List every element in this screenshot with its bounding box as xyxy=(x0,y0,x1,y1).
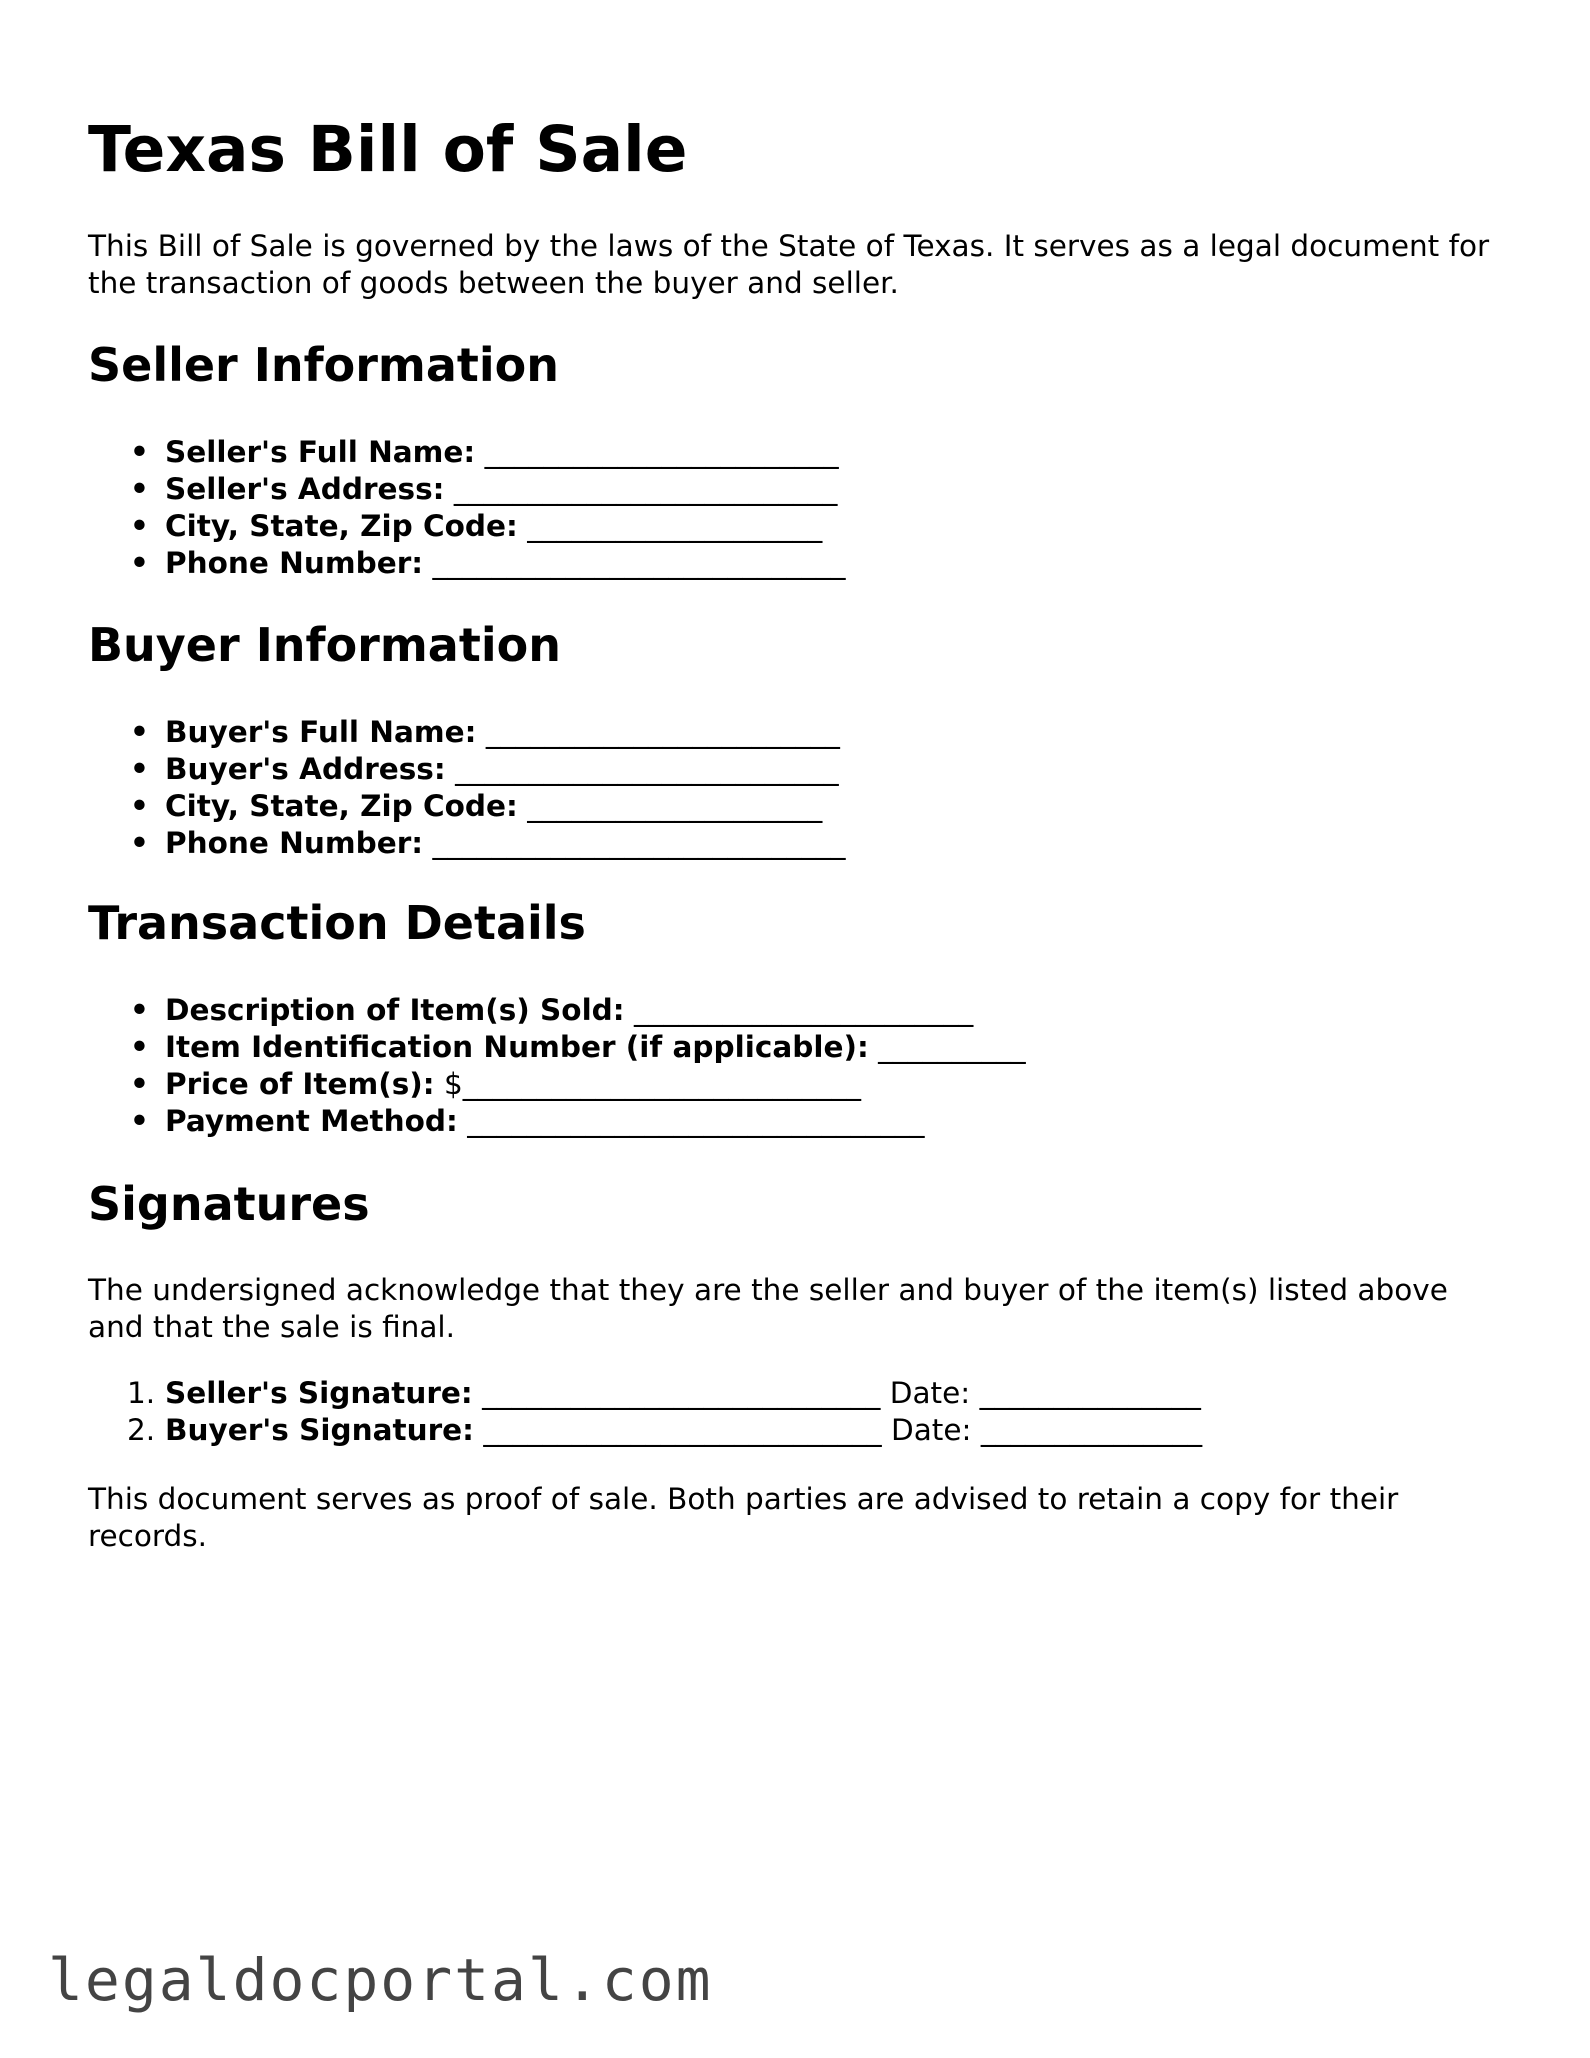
seller-fields-list xyxy=(88,434,845,582)
bullet-icon: • xyxy=(130,509,149,543)
list-number: 1. xyxy=(127,1376,156,1410)
list-item xyxy=(88,992,1026,1029)
transaction-fields-list xyxy=(88,992,1026,1140)
list-item xyxy=(88,1066,1026,1103)
buyer-phone-label: Phone Number: xyxy=(165,826,424,860)
item-price-label: Price of Item(s): xyxy=(165,1067,435,1101)
list-item xyxy=(88,434,845,471)
seller-city-state-zip-field[interactable]: ____________________ xyxy=(527,509,823,543)
seller-phone-field[interactable]: ____________________________ xyxy=(432,546,846,580)
closing-paragraph: This document serves as proof of sale. Both parties are advised to retain a copy for their records. xyxy=(88,1482,1399,1553)
bullet-icon: • xyxy=(130,472,149,506)
buyer-city-state-zip-label: City, State, Zip Code: xyxy=(165,789,518,823)
site-logo-watermark: legaldocportal.com xyxy=(48,1946,713,2014)
buyer-address-field[interactable]: __________________________ xyxy=(455,752,839,786)
payment-method-label: Payment Method: xyxy=(165,1104,458,1138)
transaction-section-heading: Transaction Details xyxy=(88,896,586,950)
list-item xyxy=(88,714,845,751)
bullet-icon: • xyxy=(130,1067,149,1101)
item-id-number-field[interactable]: __________ xyxy=(878,1030,1026,1064)
seller-city-state-zip-label: City, State, Zip Code: xyxy=(165,509,518,543)
buyer-signature-label: Buyer's Signature: xyxy=(165,1413,474,1447)
seller-section-heading: Seller Information xyxy=(88,338,560,392)
signatures-statement: The undersigned acknowledge that they are the seller and buyer of the item(s) listed above and that the sale is final. xyxy=(88,1273,1448,1344)
list-item xyxy=(88,751,845,788)
buyer-full-name-field[interactable]: ________________________ xyxy=(485,715,840,749)
bullet-icon: • xyxy=(130,1104,149,1138)
bullet-icon: • xyxy=(130,826,149,860)
list-item xyxy=(88,471,845,508)
intro-paragraph: This Bill of Sale is governed by the laws of the State of Texas. It serves as a legal document for the transaction of goods between the buyer and seller. xyxy=(88,229,1490,300)
seller-full-name-field[interactable]: ________________________ xyxy=(484,435,839,469)
seller-address-field[interactable]: __________________________ xyxy=(453,472,838,506)
list-item xyxy=(88,825,845,862)
buyer-address-label: Buyer's Address: xyxy=(165,752,446,786)
list-item xyxy=(88,1412,1202,1449)
item-id-number-label: Item Identification Number (if applicable): xyxy=(165,1030,869,1064)
bullet-icon: • xyxy=(130,789,149,823)
buyer-city-state-zip-field[interactable]: ____________________ xyxy=(527,789,823,823)
bullet-icon: • xyxy=(130,715,149,749)
signatures-section-heading: Signatures xyxy=(88,1177,370,1231)
seller-signature-label: Seller's Signature: xyxy=(165,1376,473,1410)
payment-method-field[interactable]: _______________________________ xyxy=(467,1104,925,1138)
item-description-field[interactable]: _______________________ xyxy=(634,993,974,1027)
seller-phone-label: Phone Number: xyxy=(165,546,424,580)
buyer-phone-field[interactable]: ____________________________ xyxy=(432,826,846,860)
buyer-fields-list xyxy=(88,714,845,862)
bullet-icon: • xyxy=(130,752,149,786)
buyer-signature-field[interactable]: ___________________________ Date: _______________ xyxy=(483,1413,1203,1447)
seller-signature-field[interactable]: ___________________________ Date: _______________ xyxy=(482,1376,1201,1410)
item-description-label: Description of Item(s) Sold: xyxy=(165,993,625,1027)
list-item xyxy=(88,508,845,545)
item-price-field[interactable]: $___________________________ xyxy=(443,1067,861,1101)
buyer-section-heading: Buyer Information xyxy=(88,618,561,672)
list-item xyxy=(88,545,845,582)
signature-lines-list xyxy=(88,1375,1202,1449)
page-title: Texas Bill of Sale xyxy=(88,113,688,186)
list-item xyxy=(88,1029,1026,1066)
list-item xyxy=(88,1103,1026,1140)
bullet-icon: • xyxy=(130,435,149,469)
list-number: 2. xyxy=(127,1413,156,1447)
seller-full-name-label: Seller's Full Name: xyxy=(165,435,476,469)
bullet-icon: • xyxy=(130,1030,149,1064)
bullet-icon: • xyxy=(130,546,149,580)
bullet-icon: • xyxy=(130,993,149,1027)
list-item xyxy=(88,1375,1202,1412)
seller-address-label: Seller's Address: xyxy=(165,472,445,506)
buyer-full-name-label: Buyer's Full Name: xyxy=(165,715,477,749)
list-item xyxy=(88,788,845,825)
